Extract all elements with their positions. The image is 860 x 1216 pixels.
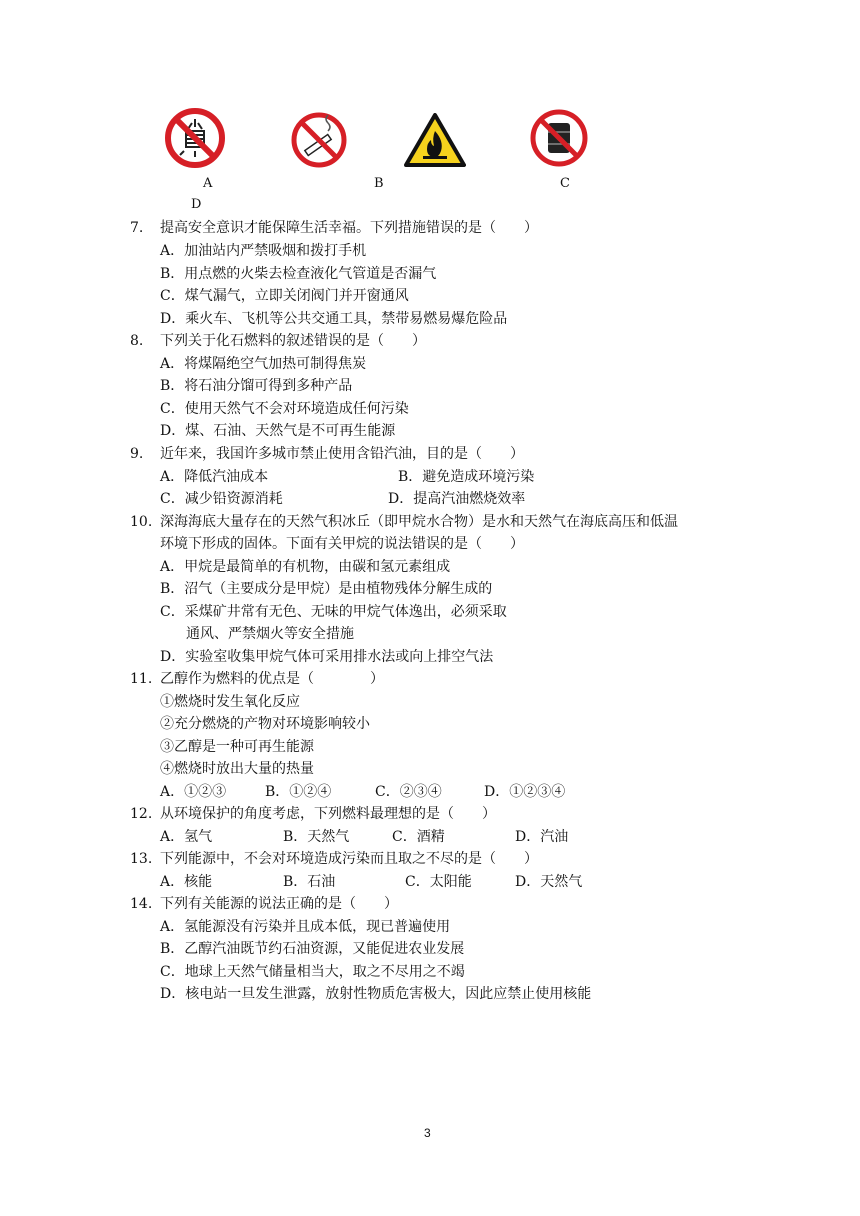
q13-option-b: B．石油 [283,874,336,890]
question-text: 近年来，我国许多城市禁止使用含铅汽油，目的是（ ） [160,446,524,462]
no-oil-barrel-icon [529,108,589,168]
q9-option-a: A．降低汽油成本 [160,469,269,485]
q10-option-d: D．实验室收集甲烷气体可采用排水法或向上排空气法 [160,649,494,665]
q10-option-c: C．采煤矿井常有无色、无味的甲烷气体逸出，必须采取 [160,604,507,620]
q14-option-c: C．地球上天然气储量相当大，取之不尽用之不竭 [160,964,465,980]
question-number: 13. [130,851,153,867]
no-smoking-icon [290,111,348,169]
q10-option-b: B．沼气（主要成分是甲烷）是由植物残体分解生成的 [160,581,493,597]
q9-option-c: C．减少铅资源消耗 [160,491,283,507]
q8-option-a: A．将煤隔绝空气加热可制得焦炭 [160,356,367,372]
q12-option-a: A．氢气 [160,829,213,845]
q7-option-c: C．煤气漏气，立即关闭阀门并开窗通风 [160,288,409,304]
question-number: 8. [130,333,144,349]
q11-statement-1: ①燃烧时发生氧化反应 [160,694,300,710]
q10-option-a: A．甲烷是最简单的有机物，由碳和氢元素组成 [160,559,451,575]
question-text: 深海海底大量存在的天然气积冰丘（即甲烷水合物）是水和天然气在海底高压和低温 [160,514,678,530]
q14-option-b: B．乙醇汽油既节约石油资源，又能促进农业发展 [160,941,465,957]
q13-option-d: D．天然气 [515,874,583,890]
no-smoking-sign [290,111,348,169]
page-number: 3 [424,1126,431,1140]
q11-statement-4: ④燃烧时放出大量的热量 [160,761,314,777]
no-fireworks-sign [164,107,226,169]
question-text: 从环境保护的角度考虑，下列燃料最理想的是（ ） [160,806,496,822]
sign-label-b: B [374,176,384,191]
question-text: 提高安全意识才能保障生活幸福。下列措施错误的是（ ） [160,220,538,236]
no-oil-drum-sign [529,108,589,168]
q13-option-c: C．太阳能 [405,874,472,890]
question-number: 12. [130,806,153,822]
question-13-stem [130,849,538,869]
q8-option-c: C．使用天然气不会对环境造成任何污染 [160,401,409,417]
question-number: 14. [130,896,153,912]
q11-option-c: C．②③④ [375,784,442,800]
question-9-stem [130,444,524,464]
q14-option-a: A．氢能源没有污染并且成本低，现已普遍使用 [160,919,451,935]
q12-option-d: D．汽油 [515,829,569,845]
question-number: 10. [130,514,153,530]
question-text: 下列有关能源的说法正确的是（ ） [160,896,398,912]
question-14-stem [130,894,398,914]
question-number: 9. [130,446,144,462]
q13-option-a: A．核能 [160,874,213,890]
q14-option-d: D．核电站一旦发生泄露，放射性物质危害极大，因此应禁止使用核能 [160,986,592,1002]
question-text: 下列能源中，不会对环境造成污染而且取之不尽的是（ ） [160,851,538,867]
fire-warning-icon [404,113,466,167]
q9-option-b: B．避免造成环境污染 [398,469,535,485]
question-10-stem [130,512,678,532]
q9-option-d: D．提高汽油燃烧效率 [388,491,526,507]
no-fireworks-icon [164,107,226,169]
question-7-stem [130,218,538,238]
q7-option-a: A．加油站内严禁吸烟和拨打手机 [160,243,367,259]
question-number: 7. [130,220,144,236]
q7-option-d: D．乘火车、飞机等公共交通工具，禁带易燃易爆危险品 [160,311,508,327]
question-text: 乙醇作为燃料的优点是（ ） [160,671,384,687]
q11-option-d: D．①②③④ [484,784,566,800]
sign-label-d: D [191,197,202,212]
q11-statement-2: ②充分燃烧的产物对环境影响较小 [160,716,370,732]
q11-option-a: A．①②③ [160,784,227,800]
question-text: 下列关于化石燃料的叙述错误的是（ ） [160,333,426,349]
flammable-warning-sign [404,113,466,167]
question-8-stem [130,331,426,351]
question-12-stem [130,804,496,824]
question-11-stem [130,669,384,689]
q10-option-c-continued: 通风、严禁烟火等安全措施 [186,626,354,642]
question-number: 11. [130,671,153,687]
q7-option-b: B．用点燃的火柴去检查液化气管道是否漏气 [160,266,437,282]
question-10-stem-line2: 环境下形成的固体。下面有关甲烷的说法错误的是（ ） [160,536,524,552]
q11-option-b: B．①②④ [265,784,332,800]
q8-option-b: B．将石油分馏可得到多种产品 [160,378,353,394]
sign-label-a: A [203,176,213,191]
q11-statement-3: ③乙醇是一种可再生能源 [160,739,314,755]
sign-label-c: C [560,176,570,191]
q12-option-c: C．酒精 [392,829,445,845]
q12-option-b: B．天然气 [283,829,350,845]
q8-option-d: D．煤、石油、天然气是不可再生能源 [160,423,396,439]
